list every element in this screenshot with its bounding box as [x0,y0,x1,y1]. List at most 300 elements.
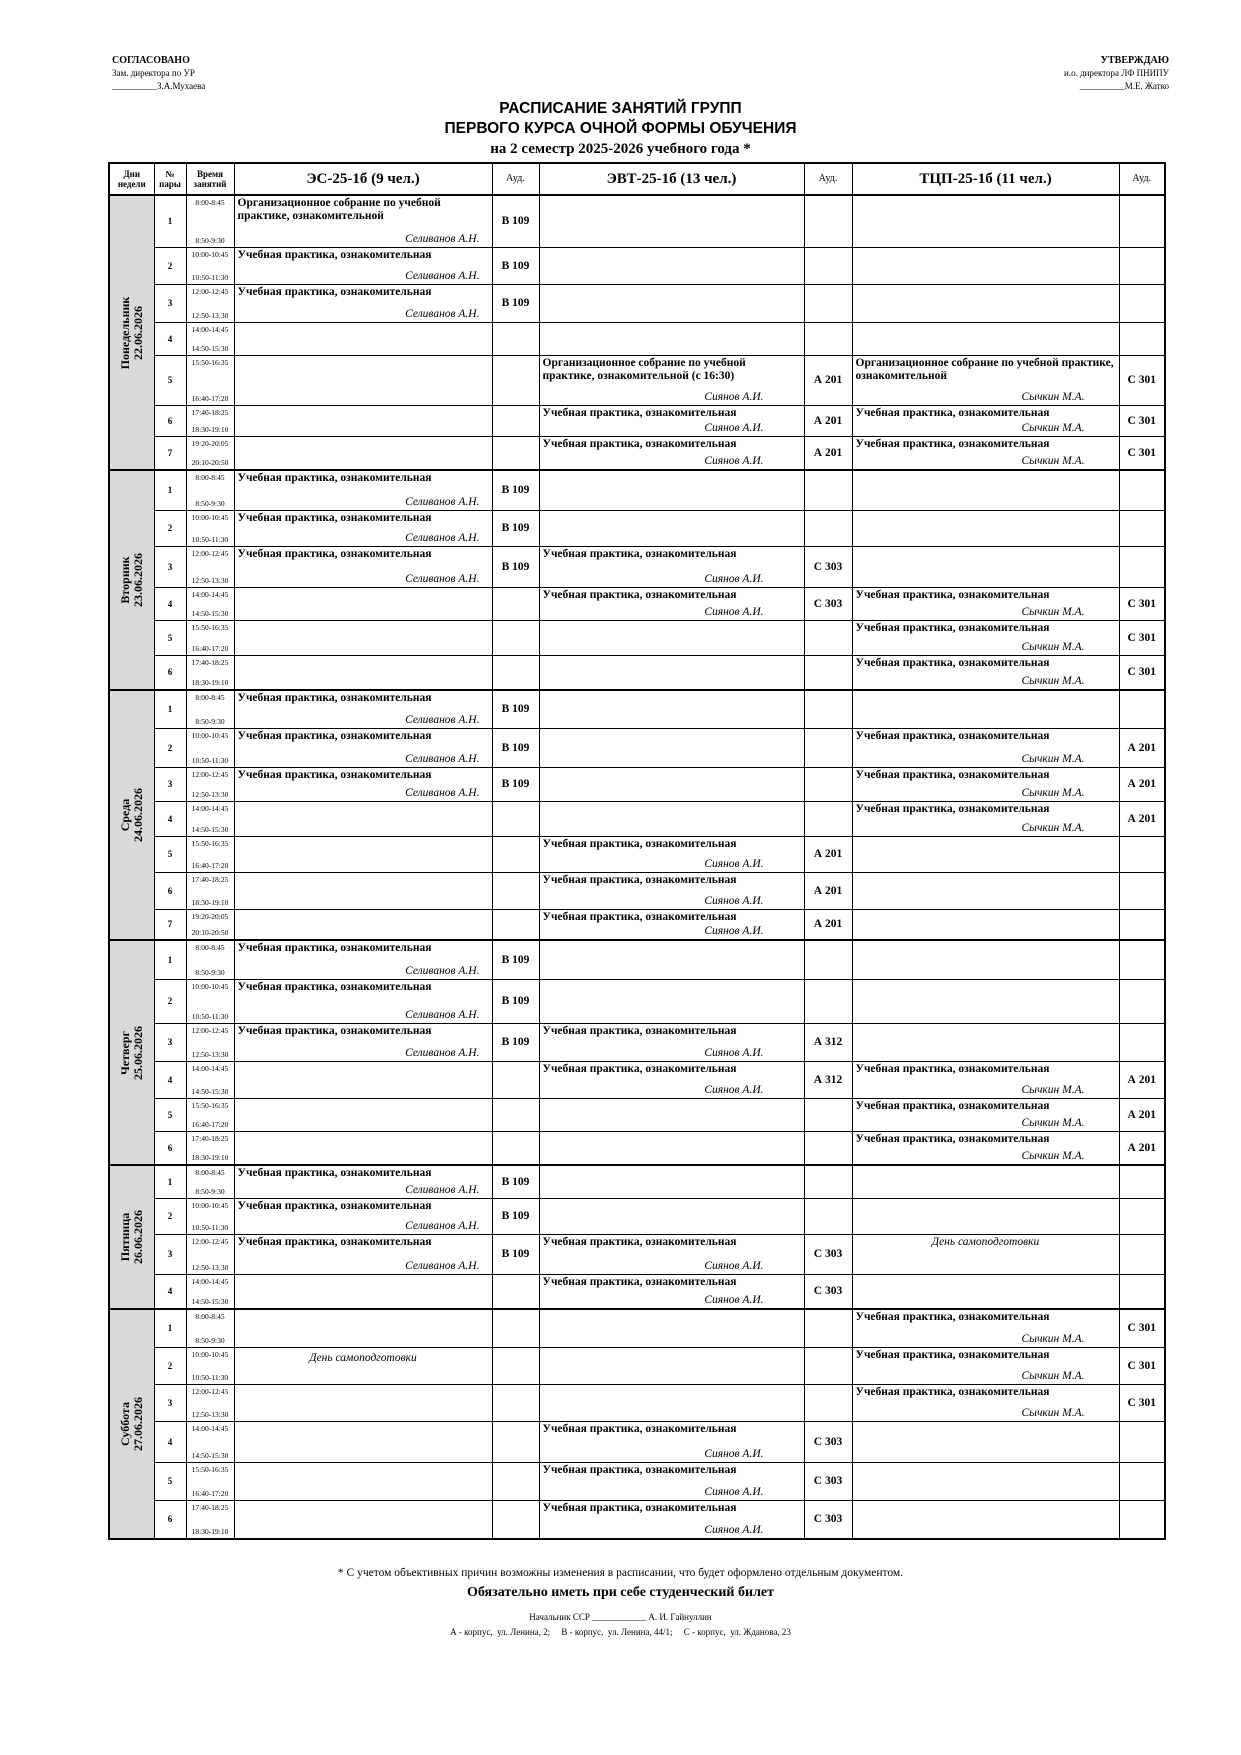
subject-text: Учебная практика, ознакомительная [237,980,432,993]
subject-text: Учебная практика, ознакомительная [237,511,432,524]
subject-text: Учебная практика, ознакомительная [237,1235,432,1248]
class-cell [852,728,1119,767]
room-cell: С 301 [1119,620,1165,655]
class-cell [539,1061,804,1098]
time-first-half: 15:50-16:35 [191,1464,229,1474]
class-cell [852,1309,1119,1347]
room-cell [804,470,852,510]
room-cell [804,940,852,979]
class-cell [852,1462,1119,1500]
class-cell [234,1098,492,1131]
subject-text: Учебная практика, ознакомительная [237,729,432,742]
subject-text: Учебная практика, ознакомительная [237,1199,432,1212]
room-cell: В 109 [492,1198,539,1234]
room-cell: С 301 [1119,1384,1165,1421]
class-cell [539,247,804,284]
subject-text: Учебная практика, ознакомительная [855,406,1050,419]
teacher-name: Селиванов А.Н. [405,713,480,726]
room-cell: В 109 [492,940,539,979]
table-row [109,728,1165,767]
pair-number: 6 [154,405,186,436]
time-second-half: 12:50-13:30 [191,310,229,320]
time-second-half: 12:50-13:30 [191,1409,229,1419]
time-cell [186,1462,234,1500]
class-cell [539,195,804,247]
class-cell [234,1165,492,1198]
subject-text: Учебная практика, ознакомительная [855,621,1050,634]
subject-text: Учебная практика, ознакомительная [855,1062,1050,1075]
time-cell [186,436,234,470]
class-cell [539,690,804,728]
time-first-half: 10:00-10:45 [191,512,229,522]
time-first-half: 12:00-12:45 [191,286,229,296]
room-header-2: Ауд. [804,163,852,195]
class-cell [852,1234,1119,1274]
time-cell [186,909,234,940]
time-cell [186,1421,234,1462]
time-cell [186,510,234,546]
class-cell [852,690,1119,728]
approval-block-left [112,54,205,93]
teacher-name: Селиванов А.Н. [405,786,480,799]
subject-text: Организационное собрание по учебной практике, ознакомительной (с 16:30) [542,356,746,382]
room-cell [1119,1421,1165,1462]
subject-text: Учебная практика, ознакомительная [237,547,432,560]
room-cell [1119,247,1165,284]
subject-text: Учебная практика, ознакомительная [542,1062,737,1075]
time-second-half: 18:30-19:10 [191,1527,229,1536]
subject-text: Учебная практика, ознакомительная [855,1099,1050,1112]
class-cell [539,728,804,767]
table-row [109,510,1165,546]
room-cell [492,587,539,620]
time-first-half: 14:00-14:45 [191,1063,229,1073]
class-cell [539,1500,804,1539]
col-day-header: Дни недели [109,163,154,195]
class-cell [234,247,492,284]
time-first-half: 14:00-14:45 [191,589,229,599]
room-cell [492,355,539,405]
class-cell [234,979,492,1023]
time-first-half: 19:20-20:05 [191,438,229,448]
time-cell [186,979,234,1023]
time-second-half: 10:50-11:30 [191,272,229,282]
room-cell [1119,1500,1165,1539]
room-cell [1119,322,1165,355]
room-cell [492,322,539,355]
class-cell [539,405,804,436]
time-cell [186,1309,234,1347]
room-cell [804,1098,852,1131]
teacher-name: Сычкин М.А. [1021,455,1085,467]
class-cell [852,355,1119,405]
table-row [109,1347,1165,1384]
time-first-half: 17:40-18:25 [191,407,229,417]
pair-number: 5 [154,1462,186,1500]
time-cell [186,872,234,909]
class-cell [852,1421,1119,1462]
pair-number: 1 [154,1165,186,1198]
room-cell [492,1500,539,1539]
table-row [109,546,1165,587]
room-cell: С 303 [804,1274,852,1309]
table-row [109,195,1165,247]
time-second-half: 16:40-17:20 [191,1119,229,1129]
pair-number: 1 [154,690,186,728]
class-cell [234,1384,492,1421]
time-cell [186,284,234,322]
time-first-half: 12:00-12:45 [191,548,229,558]
subject-text: Учебная практика, ознакомительная [542,1463,737,1476]
time-second-half: 20:10-20:50 [191,458,229,467]
time-cell [186,1500,234,1539]
class-cell [539,1274,804,1309]
day-name: Среда [117,798,132,832]
class-cell [234,1023,492,1061]
table-row [109,1309,1165,1347]
class-cell [234,1500,492,1539]
time-second-half: 12:50-13:30 [191,575,229,585]
time-second-half: 10:50-11:30 [191,1372,229,1382]
approval-block-right [1064,54,1169,93]
room-cell [804,322,852,355]
subject-text: Учебная практика, ознакомительная [237,472,432,484]
teacher-name: Сычкин М.А. [1021,640,1085,653]
time-cell [186,1234,234,1274]
time-second-half: 16:40-17:20 [191,643,229,653]
approval-right-position: и.о. директора ЛФ ПНИПУ [1064,68,1169,78]
class-cell [539,1384,804,1421]
class-cell [234,690,492,728]
room-cell: А 201 [1119,1061,1165,1098]
teacher-name: Селиванов А.Н. [405,307,480,320]
subject-text: Учебная практика, ознакомительная [542,910,737,923]
table-row [109,836,1165,872]
time-first-half: 12:00-12:45 [191,1025,229,1035]
room-cell [1119,872,1165,909]
class-cell [852,1165,1119,1198]
room-cell [492,1384,539,1421]
room-cell: В 109 [492,470,539,510]
room-cell: А 312 [804,1061,852,1098]
teacher-name: Сиянов А.И. [704,421,764,434]
teacher-name: Селиванов А.Н. [405,572,480,585]
room-header-1: Ауд. [492,163,539,195]
time-second-half: 8:50-9:30 [195,1186,225,1196]
room-cell: А 312 [804,1023,852,1061]
time-cell [186,940,234,979]
pair-number: 7 [154,436,186,470]
class-cell [852,1098,1119,1131]
subject-text: Учебная практика, ознакомительная [237,768,432,781]
room-cell: С 303 [804,1500,852,1539]
subject-text: Учебная практика, ознакомительная [855,768,1050,781]
teacher-name: Сычкин М.А. [1021,605,1085,618]
time-cell [186,767,234,801]
time-second-half: 14:50-15:30 [191,1297,229,1306]
table-row [109,355,1165,405]
table-row [109,587,1165,620]
time-first-half: 14:00-14:45 [191,1276,229,1286]
teacher-name: Селиванов А.Н. [405,232,480,245]
room-cell [1119,1023,1165,1061]
class-cell [539,655,804,690]
time-cell [186,836,234,872]
time-cell [186,470,234,510]
day-cell [109,1309,154,1539]
room-cell: А 201 [1119,1098,1165,1131]
time-second-half: 16:40-17:20 [191,393,229,403]
day-cell [109,1165,154,1309]
room-cell: С 303 [804,587,852,620]
day-date: 25.06.2026 [130,1025,145,1080]
time-second-half: 8:50-9:30 [195,1335,225,1345]
day-name: Четверг [117,1030,132,1075]
time-cell [186,587,234,620]
class-cell [234,872,492,909]
day-cell [109,470,154,690]
day-label [119,1210,145,1264]
class-cell [539,284,804,322]
class-cell [234,436,492,470]
subject-text: Учебная практика, ознакомительная [855,1311,1050,1323]
time-first-half: 8:00-8:45 [195,473,225,482]
room-cell [1119,909,1165,940]
time-first-half: 17:40-18:25 [191,1133,229,1143]
pair-number: 3 [154,767,186,801]
subject-text: Учебная практика, ознакомительная [542,1235,737,1248]
teacher-name: Селиванов А.Н. [405,269,480,282]
class-cell [852,1500,1119,1539]
approval-left-position: Зам. директора по УР [112,68,195,78]
teacher-name: Сиянов А.И. [704,1447,764,1460]
room-cell [492,872,539,909]
class-cell [234,620,492,655]
class-cell [539,767,804,801]
pair-number: 2 [154,1198,186,1234]
teacher-name: Сычкин М.А. [1021,1150,1085,1162]
self-study-note: День самоподготовки [309,1351,417,1364]
time-second-half: 14:50-15:30 [191,824,229,834]
subject-text: Учебная практика, ознакомительная [855,588,1050,601]
room-cell [492,1309,539,1347]
signature-line: Начальник ССР ____________ А. И. Гайнуллин [529,1612,712,1622]
time-cell [186,655,234,690]
teacher-name: Сиянов А.И. [704,605,764,618]
day-label [119,553,145,607]
teacher-name: Селиванов А.Н. [405,531,480,544]
subject-text: Учебная практика, ознакомительная [542,1422,737,1435]
class-cell [852,1198,1119,1234]
building-addresses: А - корпус, ул. Ленина, 2; В - корпус, ул. Ленина, 44/1; С - корпус, ул. Жданова, 23 [450,1627,791,1637]
teacher-name: Сычкин М.А. [1021,1332,1085,1345]
teacher-name: Сиянов А.И. [704,1524,764,1536]
class-cell [234,728,492,767]
class-cell [234,1309,492,1347]
table-row [109,620,1165,655]
table-row [109,690,1165,728]
col-num-header: № пары [154,163,186,195]
subject-text: Организационное собрание по учебной практике, ознакомительной [237,197,441,222]
class-cell [234,940,492,979]
class-cell [234,546,492,587]
time-second-half: 8:50-9:30 [195,716,225,726]
teacher-name: Селиванов А.Н. [405,1259,480,1272]
subject-text: Учебная практика, ознакомительная [855,656,1050,669]
time-second-half: 16:40-17:20 [191,860,229,870]
class-cell [539,1023,804,1061]
class-cell [852,195,1119,247]
class-cell [852,546,1119,587]
teacher-name: Сиянов А.И. [704,572,764,585]
table-row [109,1061,1165,1098]
class-cell [539,1421,804,1462]
room-cell [492,836,539,872]
room-cell: А 201 [804,436,852,470]
teacher-name: Сиянов А.И. [704,455,764,467]
time-second-half: 14:50-15:30 [191,608,229,618]
class-cell [539,436,804,470]
time-first-half: 8:00-8:45 [195,1168,225,1177]
room-cell [492,436,539,470]
teacher-name: Сиянов А.И. [704,1259,764,1272]
class-cell [539,470,804,510]
room-cell [1119,1165,1165,1198]
time-cell [186,1384,234,1421]
page-subtitle: ПЕРВОГО КУРСА ОЧНОЙ ФОРМЫ ОБУЧЕНИЯ [444,120,797,137]
room-cell: В 109 [492,1023,539,1061]
class-cell [234,510,492,546]
class-cell [539,1234,804,1274]
class-cell [234,1462,492,1500]
class-cell [852,940,1119,979]
room-cell [492,1098,539,1131]
pair-number: 5 [154,1098,186,1131]
class-cell [539,1309,804,1347]
class-cell [234,1234,492,1274]
room-cell [1119,1274,1165,1309]
subject-text: Учебная практика, ознакомительная [542,837,737,850]
pair-number: 1 [154,470,186,510]
pair-number: 5 [154,355,186,405]
table-row [109,322,1165,355]
day-date: 26.06.2026 [130,1210,145,1264]
room-cell [1119,690,1165,728]
class-cell [852,620,1119,655]
subject-text: Учебная практика, ознакомительная [855,1385,1050,1398]
subject-text: Учебная практика, ознакомительная [542,1024,737,1037]
time-second-half: 14:50-15:30 [191,1450,229,1460]
pair-number: 4 [154,1061,186,1098]
room-cell: В 109 [492,284,539,322]
class-cell [539,587,804,620]
class-cell [234,470,492,510]
subject-text: Учебная практика, ознакомительная [542,873,737,886]
day-cell [109,690,154,940]
room-cell: С 303 [804,1462,852,1500]
pair-number: 2 [154,728,186,767]
pair-number: 4 [154,801,186,836]
class-cell [539,1462,804,1500]
subject-text: Учебная практика, ознакомительная [855,437,1050,450]
teacher-name: Сиянов А.И. [704,1083,764,1096]
pair-number: 1 [154,195,186,247]
day-date: 22.06.2026 [130,305,145,360]
class-cell [852,767,1119,801]
time-cell [186,355,234,405]
class-cell [234,1061,492,1098]
class-cell [539,1098,804,1131]
time-second-half: 10:50-11:30 [191,1011,229,1021]
class-cell [852,510,1119,546]
pair-number: 4 [154,1274,186,1309]
room-cell: А 201 [804,836,852,872]
day-date: 24.06.2026 [130,788,145,842]
room-cell: С 301 [1119,1309,1165,1347]
approval-left-label: СОГЛАСОВАНО [112,55,190,66]
time-second-half: 18:30-19:10 [191,897,229,907]
room-cell [492,1421,539,1462]
room-cell: С 301 [1119,405,1165,436]
pair-number: 6 [154,1500,186,1539]
time-first-half: 15:50-16:35 [191,357,229,367]
time-first-half: 10:00-10:45 [191,1200,229,1210]
time-cell [186,1347,234,1384]
class-cell [852,1061,1119,1098]
time-first-half: 19:20-20:05 [191,911,229,921]
teacher-name: Селиванов А.Н. [405,1183,480,1196]
class-cell [234,909,492,940]
class-cell [539,872,804,909]
time-first-half: 14:00-14:45 [191,1423,229,1433]
pair-number: 2 [154,1347,186,1384]
table-row [109,470,1165,510]
time-first-half: 17:40-18:25 [191,657,229,667]
room-cell [1119,510,1165,546]
time-first-half: 15:50-16:35 [191,1100,229,1110]
student-id-notice: Обязательно иметь при себе студенческий билет [466,1585,775,1600]
class-cell [852,1023,1119,1061]
time-cell [186,546,234,587]
room-cell [804,767,852,801]
class-cell [539,909,804,940]
class-cell [852,1347,1119,1384]
time-first-half: 10:00-10:45 [191,249,229,259]
time-cell [186,1274,234,1309]
table-row [109,436,1165,470]
time-second-half: 10:50-11:30 [191,755,229,765]
room-cell [492,655,539,690]
class-cell [234,355,492,405]
class-cell [852,587,1119,620]
teacher-name: Селиванов А.Н. [405,964,480,977]
table-row [109,1023,1165,1061]
pair-number: 5 [154,836,186,872]
room-cell [492,405,539,436]
room-cell: А 201 [1119,801,1165,836]
table-row [109,1234,1165,1274]
pair-number: 3 [154,1023,186,1061]
room-cell: А 201 [1119,1131,1165,1165]
table-row [109,284,1165,322]
room-cell: В 109 [492,767,539,801]
footnote: * С учетом объективных причин возможны изменения в расписании, что будет оформлено отдельным документом. [337,1567,904,1579]
pair-number: 4 [154,587,186,620]
class-cell [539,940,804,979]
approval-right-label: УТВЕРЖДАЮ [1100,55,1169,66]
teacher-name: Сычкин М.А. [1021,752,1085,765]
teacher-name: Сиянов А.И. [704,1485,764,1498]
